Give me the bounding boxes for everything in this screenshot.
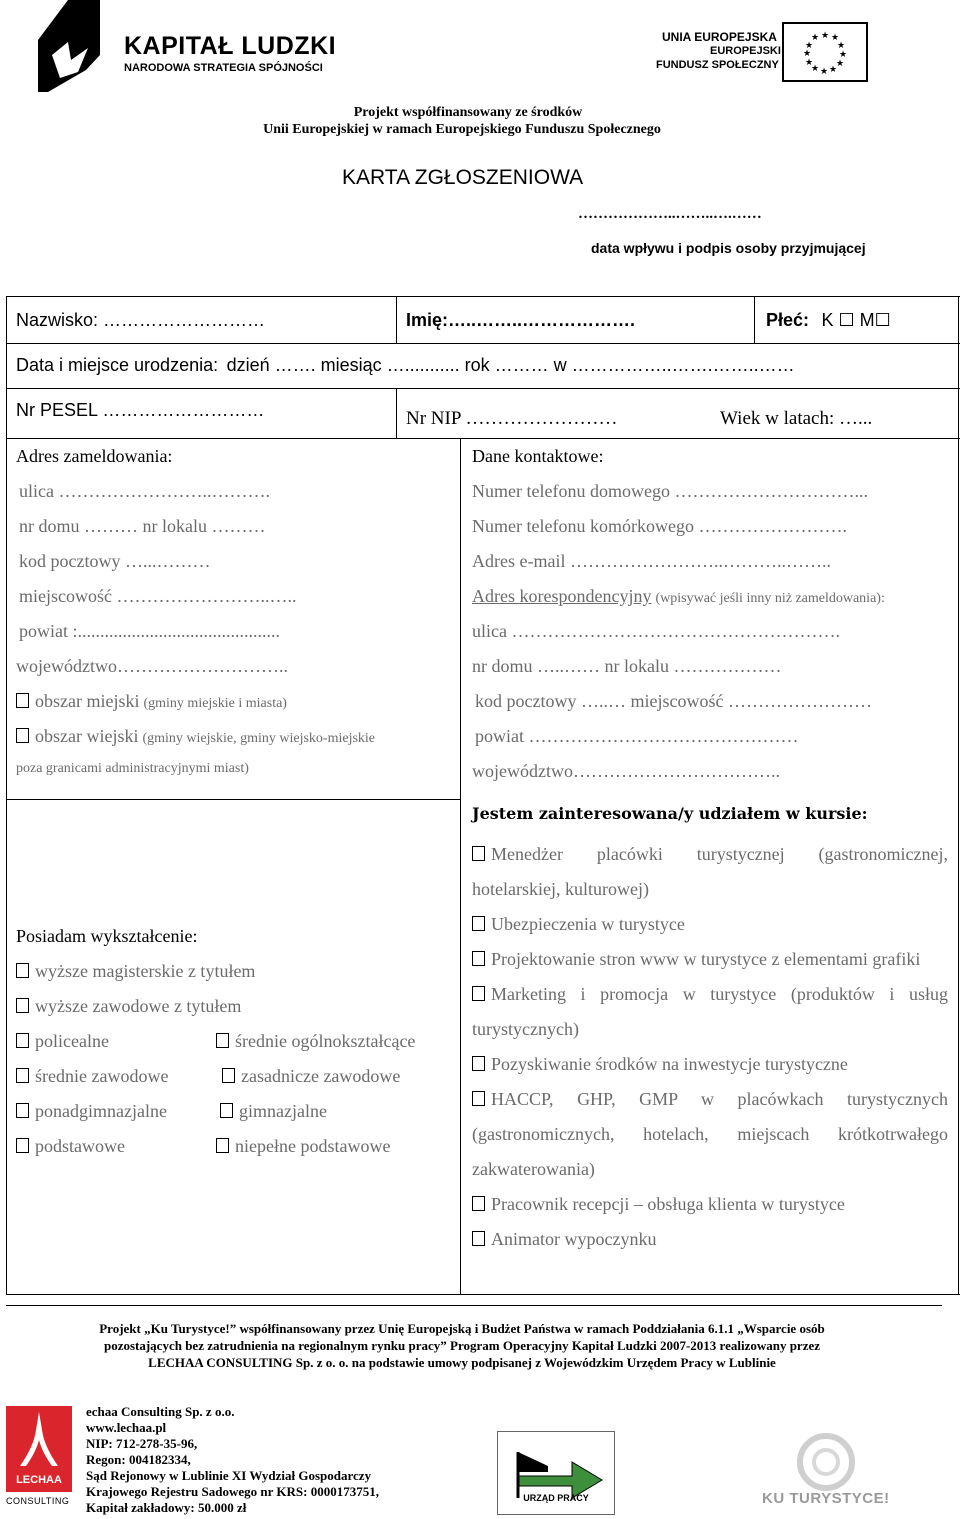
- edu-checkbox-4a[interactable]: [16, 1068, 29, 1083]
- frame-right: [958, 296, 959, 1295]
- edu-row-3: [16, 1031, 456, 1066]
- lechaa-tower-icon: [6, 1406, 72, 1472]
- education-section: [16, 926, 456, 1171]
- course-option-5[interactable]: [472, 1047, 948, 1082]
- company-line-3: NIP: 712-278-35-96,: [86, 1436, 198, 1451]
- ku-turystyce-logo: [762, 1430, 892, 1514]
- birth-field[interactable]: [16, 355, 795, 376]
- address-postal[interactable]: kod pocztowy …...………: [19, 551, 211, 571]
- company-line-5: Sąd Rejonowy w Lublinie XI Wydział Gospodarczy: [86, 1468, 372, 1483]
- edu-checkbox-3a[interactable]: [16, 1033, 29, 1048]
- corr-postal-city[interactable]: kod pocztowy …..… miejscowość ……………………: [475, 691, 872, 711]
- ku-turystyce-text: KU TURYSTYCE!: [762, 1490, 890, 1507]
- rural-note-2: poza granicami administracyjnymi miast): [16, 761, 249, 776]
- contact-section: [472, 446, 954, 796]
- mobile-phone-field[interactable]: Numer telefonu komórkowego …………………….: [472, 516, 847, 536]
- edu-option-4b[interactable]: [222, 1066, 400, 1087]
- address-county[interactable]: powiat :.............................................: [19, 621, 280, 641]
- eu-flag-icon: [782, 22, 868, 82]
- pesel-field[interactable]: Nr PESEL ………………………: [16, 400, 265, 420]
- address-voivodeship[interactable]: województwo………………………..: [16, 656, 288, 676]
- education-heading: Posiadam wykształcenie:: [16, 926, 198, 946]
- svg-text:★: ★: [839, 50, 848, 60]
- row-sep-2: [6, 388, 960, 389]
- address-heading: Adres zameldowania:: [16, 446, 173, 466]
- edu-checkbox-3b[interactable]: [216, 1033, 229, 1048]
- course-option-4[interactable]: [472, 977, 948, 1047]
- course-label-4: Marketing i promocja w turystyce (produktów i usług turystycznych): [472, 984, 948, 1039]
- edu-checkbox-4b[interactable]: [222, 1068, 235, 1083]
- kapital-ludzki-logo: [38, 0, 338, 95]
- company-line-4: Regon: 004182334,: [86, 1452, 191, 1467]
- edu-label-4b: zasadnicze zawodowe: [241, 1066, 401, 1086]
- svg-text:★: ★: [820, 67, 829, 77]
- col-sep-pesel: [396, 388, 397, 438]
- footer-line3: LECHAA CONSULTING Sp. z o. o. na podstawie umowy podpisanej z Wojewódzkim Urzędem Pracy w Lublinie: [148, 1355, 776, 1370]
- ku-turystyce-emblem-icon: [762, 1430, 892, 1492]
- svg-text:★: ★: [805, 58, 814, 68]
- urban-note: (gminy miejskie i miasta): [143, 696, 287, 711]
- rural-checkbox[interactable]: [16, 728, 29, 743]
- edu-option-6a[interactable]: [16, 1136, 125, 1156]
- edu-label-6a: podstawowe: [35, 1136, 125, 1156]
- corr-voivodeship[interactable]: województwo……………………………..: [472, 761, 780, 781]
- col-sep-main: [460, 438, 461, 1295]
- email-field[interactable]: Adres e-mail ……………………..………..……..: [472, 551, 831, 571]
- course-checkbox-8[interactable]: [472, 1231, 485, 1246]
- address-street[interactable]: ulica ……………………..……….: [19, 481, 270, 501]
- company-line-6: Krajowego Rejestru Sadowego nr KRS: 0000173751,: [86, 1484, 379, 1499]
- birth-rest: dzień ……. miesiąc …........... rok ……… w ……………..…….……..……: [226, 355, 795, 375]
- rural-note: (gminy wiejskie, gminy wiejsko-miejskie: [142, 731, 376, 746]
- edu-label-6b: niepełne podstawowe: [235, 1136, 391, 1156]
- company-line-2: www.lechaa.pl: [86, 1420, 167, 1435]
- corr-label: Adres korespondencyjny: [472, 586, 652, 606]
- edu-row-5: [16, 1101, 456, 1136]
- course-checkbox-7[interactable]: [472, 1196, 485, 1211]
- course-label-2: Ubezpieczenia w turystyce: [491, 914, 685, 934]
- lechaa-logo-box: [6, 1406, 72, 1492]
- eu-line1: UNIA EUROPEJSKA: [662, 30, 777, 44]
- birth-label: Data i miejsce urodzenia:: [16, 355, 219, 375]
- corr-house[interactable]: nr domu …..…… nr lokalu ………………: [472, 656, 782, 676]
- project-line2: Unii Europejskiej w ramach Europejskiego Funduszu Społecznego: [263, 122, 661, 137]
- edu-label-4a: średnie zawodowe: [35, 1066, 169, 1086]
- col-sep-gender: [754, 296, 755, 343]
- name-field[interactable]: Imię:…..……..……………….: [406, 310, 636, 330]
- svg-text:★: ★: [811, 33, 820, 43]
- address-city[interactable]: miejscowość ……………………..…..: [19, 586, 297, 606]
- course-option-1[interactable]: [472, 837, 948, 907]
- project-line1: Projekt współfinansowany ze środków: [353, 105, 583, 120]
- surname-label: Nazwisko: ………………………: [16, 310, 266, 330]
- edu-row-6: [16, 1136, 456, 1171]
- edu-option-3b[interactable]: [216, 1031, 415, 1052]
- edu-label-1: wyższe magisterskie z tytułem: [35, 961, 256, 981]
- course-label-3: Projektowanie stron www w turystyce z elementami grafiki: [491, 949, 921, 969]
- svg-text:★: ★: [803, 49, 812, 59]
- footer-line1: Projekt „Ku Turystyce!” współfinansowany przez Unię Europejską i Budżet Państwa w ramach Poddziałania 6.1.1 „Wsparcie osób: [99, 1321, 825, 1336]
- home-phone-field[interactable]: Numer telefonu domowego …………………………...: [472, 481, 868, 501]
- course-checkbox-3[interactable]: [472, 951, 485, 966]
- form-title: KARTA ZGŁOSZENIOWA: [342, 166, 584, 189]
- edu-option-5a[interactable]: [16, 1101, 167, 1121]
- corr-street[interactable]: ulica ……………………………………………….: [472, 621, 840, 641]
- edu-checkbox-5b[interactable]: [220, 1103, 233, 1118]
- footer-rule: [6, 1305, 942, 1306]
- frame-bottom: [6, 1294, 960, 1295]
- course-checkbox-5[interactable]: [472, 1056, 485, 1071]
- edu-option-3a[interactable]: [16, 1031, 109, 1051]
- frame-top: [6, 296, 960, 297]
- course-option-3[interactable]: [472, 942, 948, 977]
- edu-checkbox-6a[interactable]: [16, 1138, 29, 1153]
- course-option-7[interactable]: [472, 1187, 948, 1222]
- corr-county[interactable]: powiat ………………………………………: [475, 726, 799, 746]
- svg-text:★: ★: [829, 65, 838, 75]
- contact-heading: Dane kontaktowe:: [472, 446, 604, 466]
- rural-option[interactable]: [16, 726, 456, 761]
- edu-row-4: [16, 1066, 456, 1101]
- course-checkbox-2[interactable]: [472, 916, 485, 931]
- kl-logo-title: KAPITAŁ LUDZKI: [124, 32, 337, 60]
- edu-option-5b[interactable]: [220, 1101, 327, 1122]
- edu-option-1[interactable]: [16, 961, 456, 996]
- surname-field[interactable]: [16, 310, 265, 331]
- edu-label-5a: ponadgimnazjalne: [35, 1101, 167, 1121]
- course-label-1: Menedżer placówki turystycznej (gastronomicznej, hotelarskiej, kulturowej): [472, 844, 948, 899]
- course-label-5: Pozyskiwanie środków na inwestycje turystyczne: [491, 1054, 848, 1074]
- edu-label-3b: średnie ogólnokształcące: [235, 1031, 416, 1051]
- course-option-8[interactable]: [472, 1222, 948, 1257]
- receipt-label: data wpływu i podpis osoby przyjmującej: [591, 240, 866, 256]
- edu-option-6b[interactable]: [216, 1136, 390, 1157]
- course-label-8: Animator wypoczynku: [491, 1229, 657, 1249]
- age-field[interactable]: Wiek w latach: …...: [720, 408, 873, 429]
- course-option-2[interactable]: [472, 907, 948, 942]
- address-house[interactable]: nr domu ……… nr lokalu ………: [19, 516, 266, 536]
- gender-field[interactable]: [766, 310, 891, 331]
- eu-logo: [656, 22, 871, 84]
- gender-label: Płeć:: [766, 310, 810, 330]
- course-option-6[interactable]: [472, 1082, 948, 1187]
- col-sep-name: [396, 296, 397, 343]
- gender-options[interactable]: K ☐ M☐: [821, 310, 891, 330]
- rural-label: obszar wiejski: [35, 726, 139, 746]
- kapital-ludzki-emblem-icon: [38, 0, 108, 92]
- course-label-7: Pracownik recepcji – obsługa klienta w turystyce: [491, 1194, 845, 1214]
- company-line-1: echaa Consulting Sp. z o.o.: [86, 1404, 235, 1419]
- frame-left: [6, 296, 7, 1295]
- course-checkbox-6[interactable]: [472, 1091, 485, 1106]
- svg-text:★: ★: [805, 41, 814, 51]
- svg-text:★: ★: [831, 33, 840, 43]
- row-sep-1: [6, 343, 960, 344]
- company-line-7: Kapitał zakładowy: 50.000 zł: [86, 1500, 247, 1515]
- edu-label-2: wyższe zawodowe z tytułem: [35, 996, 242, 1016]
- receipt-dots: ………………..……..….……: [578, 206, 762, 222]
- lechaa-logo: [6, 1406, 74, 1510]
- row-sep-4: [6, 799, 460, 800]
- course-checkbox-4[interactable]: [472, 986, 485, 1001]
- eu-line2: EUROPEJSKI: [710, 45, 781, 57]
- edu-checkbox-1[interactable]: [16, 963, 29, 978]
- edu-checkbox-2[interactable]: [16, 998, 29, 1013]
- course-label-6: HACCP, GHP, GMP w placówkach turystycznych (gastronomicznych, hotelach, miejscach krótkotrwałego zakwaterowania): [472, 1089, 948, 1179]
- svg-text:★: ★: [811, 64, 820, 74]
- company-info: [86, 1404, 379, 1516]
- footer-line2: pozostających bez zatrudnienia na regionalnym rynku pracy” Program Operacyjny Kapitał Ludzki 2007-2013 realizowany przez: [103, 1338, 821, 1353]
- edu-label-3a: policealne: [35, 1031, 109, 1051]
- edu-checkbox-5a[interactable]: [16, 1103, 29, 1118]
- lechaa-sub-text: CONSULTING: [6, 1496, 70, 1506]
- lechaa-logo-text: LECHAA: [16, 1474, 62, 1486]
- corr-address-label: [472, 586, 954, 621]
- courses-section: [472, 802, 948, 1257]
- urzad-pracy-logo: [497, 1431, 615, 1515]
- row-sep-3: [6, 438, 960, 439]
- address-section: [16, 446, 456, 777]
- nip-field[interactable]: Nr NIP ……………………: [406, 408, 618, 429]
- courses-heading: Jestem zainteresowana/y udziałem w kursie:: [472, 804, 868, 823]
- edu-option-4a[interactable]: [16, 1066, 168, 1086]
- svg-text:★: ★: [836, 59, 845, 69]
- svg-text:★: ★: [821, 31, 830, 41]
- course-checkbox-1[interactable]: [472, 846, 485, 861]
- eu-line3: FUNDUSZ SPOŁECZNY: [656, 59, 779, 71]
- urban-option[interactable]: [16, 691, 456, 726]
- urzad-logo-text: URZĄD PRACY: [523, 1493, 589, 1503]
- edu-label-5b: gimnazjalne: [239, 1101, 327, 1121]
- edu-option-2[interactable]: [16, 996, 456, 1031]
- urban-label: obszar miejski: [35, 691, 140, 711]
- footer-text: [0, 1320, 924, 1371]
- kl-logo-subtitle: NARODOWA STRATEGIA SPÓJNOŚCI: [124, 62, 323, 74]
- svg-text:★: ★: [837, 41, 846, 51]
- corr-note: (wpisywać jeśli inny niż zameldowania):: [655, 591, 885, 606]
- edu-checkbox-6b[interactable]: [216, 1138, 229, 1153]
- urban-checkbox[interactable]: [16, 693, 29, 708]
